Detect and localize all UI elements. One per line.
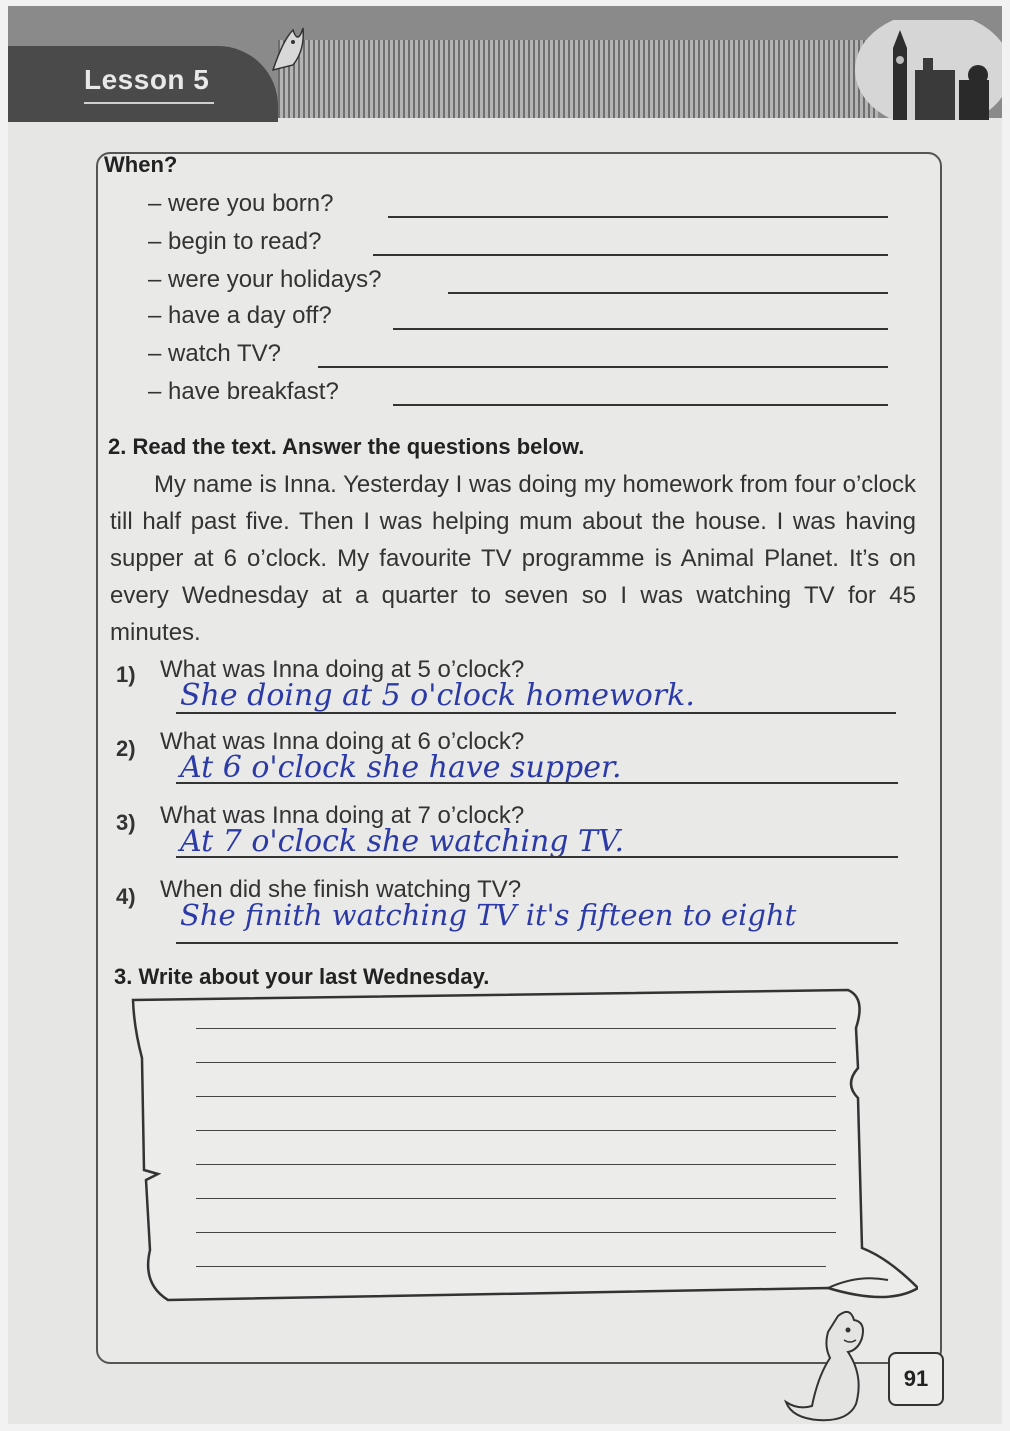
answer-line [176,782,898,784]
when-question: – have a day off? [148,302,332,329]
writing-line [196,1266,826,1267]
answer-line [176,856,898,858]
question-text: What was Inna doing at 7 o’clock? [160,802,525,829]
when-question: – begin to read? [148,228,322,255]
page-number: 91 [888,1352,944,1406]
answer-line [176,712,896,714]
question-number: 1) [116,662,136,687]
answer-blank[interactable] [393,404,888,406]
when-question: – were you born? [148,190,334,217]
handwritten-answer[interactable]: She doing at 5 o'clock homework. [180,678,695,713]
section3-title: 3. Write about your last Wednesday. [114,964,490,989]
when-question: – have breakfast? [148,378,339,405]
lesson-underline [84,102,214,104]
when-question: – watch TV? [148,340,281,367]
when-title: When? [104,152,178,177]
answer-blank[interactable] [393,328,888,330]
writing-line [196,1096,836,1097]
city-icon [853,20,1002,120]
handwritten-answer[interactable]: She finith watching TV it's fifteen to eight [180,898,797,932]
answer-blank[interactable] [373,254,888,256]
when-question-row [148,378,898,410]
writing-line [196,1164,836,1165]
writing-line [196,1028,836,1029]
header-stripes [278,40,878,118]
kangaroo-icon [778,1306,888,1424]
answer-blank[interactable] [318,366,888,368]
when-question-row [148,302,898,334]
handwritten-answer[interactable]: At 7 o'clock she watching TV. [180,824,625,859]
question-text: What was Inna doing at 6 o’clock? [160,728,525,755]
workbook-page [8,6,1002,1424]
writing-line [196,1232,836,1233]
writing-line [196,1062,836,1063]
when-question-row [148,266,898,298]
question-text: When did she finish watching TV? [160,876,522,903]
when-question: – were your holidays? [148,266,382,293]
section2-title: 2. Read the text. Answer the questions below. [108,434,585,459]
answer-blank[interactable] [388,216,888,218]
question-text: What was Inna doing at 5 o’clock? [160,656,525,683]
answer-blank[interactable] [448,292,888,294]
answer-line [176,942,898,944]
writing-line [196,1130,836,1131]
writing-scroll[interactable] [128,988,918,1308]
scroll-frame [128,988,918,1308]
when-question-row [148,190,898,222]
reading-text: My name is Inna. Yesterday I was doing my homework from four o’clock till half past five. Then I was helping mum about the house. I was having supper at 6 o’clock. My favourite TV programme is Animal Planet. It’s on every Wednesday at a quarter to seven so I was watching TV for 45 minutes. [110,471,916,646]
header-banner [8,6,1002,118]
question-number: 4) [116,884,136,909]
bird-icon [263,20,313,80]
lesson-title: Lesson 5 [84,64,210,95]
handwritten-answer[interactable]: At 6 o'clock she have supper. [180,750,622,785]
question-number: 2) [116,736,136,761]
question-number: 3) [116,810,136,835]
when-question-row [148,228,898,260]
when-question-row [148,340,898,372]
writing-line [196,1198,836,1199]
